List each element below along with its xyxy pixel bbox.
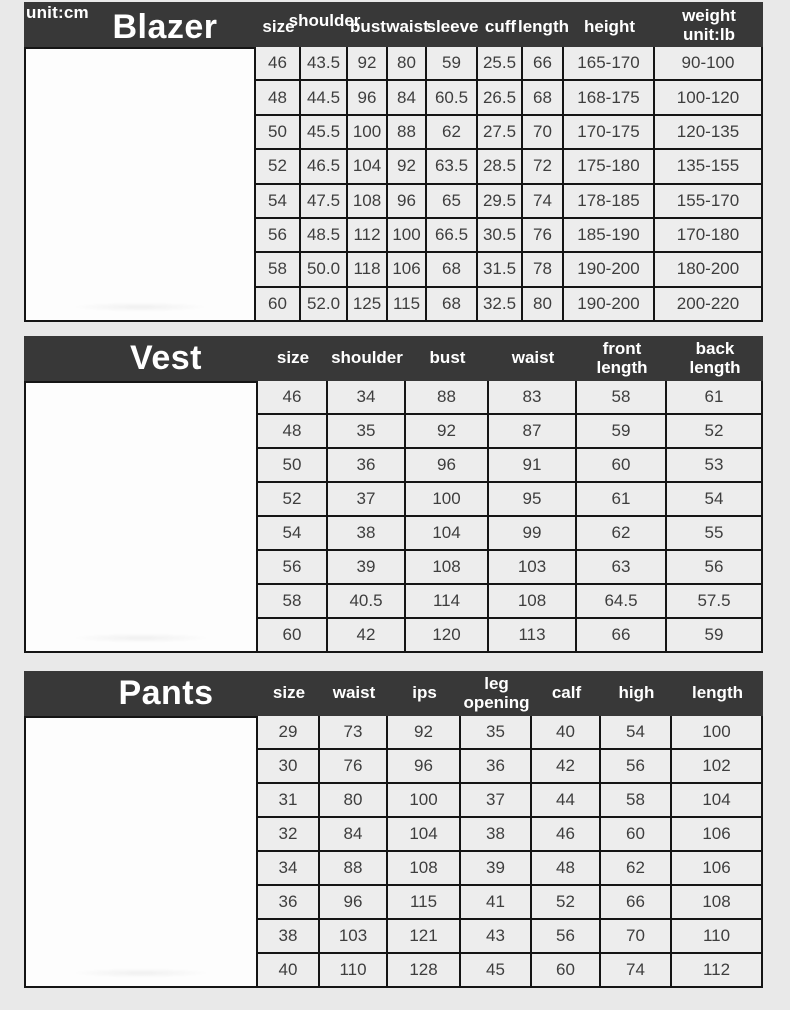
blazer-data-grid [256,47,763,322]
table-cell: 60 [532,954,601,988]
table-cell: 25.5 [478,47,523,81]
table-cell: 60.5 [427,81,478,115]
blazer-col-header-weight-line2: unit:lb [683,24,735,44]
pants-col-header-ips: ips [412,683,437,703]
table-cell: 43.5 [301,47,348,81]
unit-note: unit:cm [26,3,89,22]
table-cell: 56 [601,750,672,784]
size-chart-page [0,2,790,1010]
table-cell: 66 [601,886,672,920]
table-cell: 113 [489,619,577,653]
table-cell: 96 [320,886,388,920]
table-cell: 108 [489,585,577,619]
table-cell: 37 [328,483,406,517]
table-cell: 104 [406,517,489,551]
table-cell: 31 [258,784,320,818]
blazer-table-body [24,47,763,322]
table-cell: 54 [667,483,763,517]
vest-col-header-back-length [667,336,763,381]
pants-col-header-high: high [618,683,655,703]
table-cell: 70 [601,920,672,954]
table-cell: 65 [427,185,478,219]
pants-col-header-leg-opening [461,671,532,716]
table-cell: 58 [601,784,672,818]
table-cell: 190-200 [564,253,655,287]
table-cell: 108 [672,886,763,920]
table-cell: 78 [523,253,564,287]
pants-col-header-waist: waist [332,683,376,703]
table-cell: 39 [328,551,406,585]
table-cell: 42 [532,750,601,784]
vest-column-headers [258,336,763,381]
vest-title-area [24,336,258,381]
table-cell: 36 [461,750,532,784]
table-cell: 88 [406,381,489,415]
table-cell: 96 [348,81,388,115]
table-cell: 102 [672,750,763,784]
table-cell: 40.5 [328,585,406,619]
table-cell: 27.5 [478,116,523,150]
blazer-header-bar [24,2,763,47]
pants-col-header-size: size [272,683,306,703]
pants-section [24,671,763,988]
pants-col-header-length: length [692,683,743,703]
vest-col-header-back-length-line1: back [695,339,735,359]
table-cell: 60 [258,619,328,653]
table-cell: 155-170 [655,185,763,219]
table-cell: 112 [348,219,388,253]
table-cell: 165-170 [564,47,655,81]
table-cell: 200-220 [655,288,763,322]
table-cell: 100 [388,784,461,818]
table-cell: 74 [601,954,672,988]
table-cell: 52 [258,483,328,517]
table-cell: 59 [427,47,478,81]
table-cell: 74 [523,185,564,219]
table-cell: 54 [601,716,672,750]
blazer-col-header-shoulder: shoulder [288,11,361,31]
table-cell: 35 [328,415,406,449]
blazer-col-header-weight-line1: weight [682,6,736,26]
vest-col-header-shoulder: shoulder [331,348,403,368]
table-cell: 66 [577,619,667,653]
table-cell: 40 [532,716,601,750]
table-cell: 32 [258,818,320,852]
table-cell: 36 [258,886,320,920]
table-cell: 38 [258,920,320,954]
table-cell: 46 [258,381,328,415]
table-cell: 112 [672,954,763,988]
blazer-col-header-length: length [518,17,569,37]
table-cell: 47.5 [301,185,348,219]
table-cell: 48 [532,852,601,886]
table-cell: 55 [667,517,763,551]
table-cell: 118 [348,253,388,287]
table-cell: 59 [577,415,667,449]
table-cell: 56 [256,219,301,253]
table-cell: 72 [523,150,564,184]
blazer-section [24,2,763,322]
table-cell: 58 [258,585,328,619]
table-cell: 52 [667,415,763,449]
table-cell: 64.5 [577,585,667,619]
table-cell: 88 [320,852,388,886]
table-cell: 62 [427,116,478,150]
table-cell: 50 [256,116,301,150]
table-cell: 35 [461,716,532,750]
blazer-col-header-cuff: cuff [484,17,517,37]
table-cell: 135-155 [655,150,763,184]
table-cell: 44.5 [301,81,348,115]
table-cell: 99 [489,517,577,551]
blazer-col-header-weight [655,2,763,47]
pants-table-body [24,716,763,988]
pants-col-header-leg-opening-line2: opening [463,692,530,712]
table-cell: 68 [427,253,478,287]
table-cell: 52.0 [301,288,348,322]
table-cell: 39 [461,852,532,886]
table-cell: 108 [406,551,489,585]
table-cell: 84 [388,81,427,115]
table-cell: 125 [348,288,388,322]
table-cell: 88 [388,116,427,150]
table-cell: 48 [256,81,301,115]
pants-data-grid [258,716,763,988]
table-cell: 170-175 [564,116,655,150]
vest-title: Vest [130,339,202,377]
table-cell: 37 [461,784,532,818]
pants-header-bar [24,671,763,716]
table-cell: 70 [523,116,564,150]
table-cell: 106 [388,253,427,287]
pants-product-image [24,716,258,988]
table-cell: 76 [320,750,388,784]
table-cell: 38 [328,517,406,551]
table-cell: 34 [328,381,406,415]
table-cell: 50.0 [301,253,348,287]
table-cell: 91 [489,449,577,483]
table-cell: 175-180 [564,150,655,184]
table-cell: 96 [388,750,461,784]
table-cell: 32.5 [478,288,523,322]
table-cell: 68 [523,81,564,115]
table-cell: 96 [406,449,489,483]
table-cell: 61 [667,381,763,415]
table-cell: 36 [328,449,406,483]
table-cell: 62 [577,517,667,551]
table-cell: 38 [461,818,532,852]
table-cell: 54 [258,517,328,551]
vest-col-header-front-length [577,336,667,381]
table-cell: 100 [406,483,489,517]
blazer-col-header-height: height [584,17,635,37]
table-cell: 95 [489,483,577,517]
pants-column-headers [258,671,763,716]
table-cell: 58 [577,381,667,415]
table-cell: 54 [256,185,301,219]
table-cell: 66 [523,47,564,81]
table-cell: 61 [577,483,667,517]
blazer-product-image [24,47,256,322]
table-cell: 120 [406,619,489,653]
table-cell: 63 [577,551,667,585]
table-cell: 60 [256,288,301,322]
table-cell: 46.5 [301,150,348,184]
table-cell: 120-135 [655,116,763,150]
table-cell: 26.5 [478,81,523,115]
pants-col-header-calf: calf [551,683,582,703]
blazer-col-header-sleeve: sleeve [426,17,479,37]
table-cell: 31.5 [478,253,523,287]
table-cell: 100 [672,716,763,750]
vest-col-header-size: size [276,348,310,368]
table-cell: 104 [348,150,388,184]
table-cell: 68 [427,288,478,322]
table-cell: 60 [601,818,672,852]
table-cell: 56 [667,551,763,585]
table-cell: 100 [348,116,388,150]
table-cell: 90-100 [655,47,763,81]
vest-table-body [24,381,763,653]
table-cell: 92 [348,47,388,81]
table-cell: 104 [672,784,763,818]
table-cell: 40 [258,954,320,988]
table-cell: 121 [388,920,461,954]
vest-product-image [24,381,258,653]
table-cell: 106 [672,818,763,852]
table-cell: 63.5 [427,150,478,184]
table-cell: 110 [320,954,388,988]
table-cell: 52 [532,886,601,920]
pants-title-area [24,671,258,716]
table-cell: 178-185 [564,185,655,219]
table-cell: 29.5 [478,185,523,219]
table-cell: 80 [388,47,427,81]
table-cell: 52 [256,150,301,184]
table-cell: 92 [406,415,489,449]
table-cell: 29 [258,716,320,750]
table-cell: 115 [388,886,461,920]
table-cell: 100-120 [655,81,763,115]
table-cell: 34 [258,852,320,886]
table-cell: 80 [320,784,388,818]
pants-col-header-leg-opening-line1: leg [484,674,509,694]
vest-col-header-front-length-line1: front [602,339,642,359]
table-cell: 108 [388,852,461,886]
table-cell: 168-175 [564,81,655,115]
table-cell: 48.5 [301,219,348,253]
table-cell: 103 [489,551,577,585]
table-cell: 128 [388,954,461,988]
table-cell: 58 [256,253,301,287]
table-cell: 114 [406,585,489,619]
table-cell: 46 [256,47,301,81]
table-cell: 45 [461,954,532,988]
table-cell: 46 [532,818,601,852]
blazer-title: Blazer [112,7,218,46]
table-cell: 53 [667,449,763,483]
vest-col-header-waist: waist [511,348,555,368]
table-cell: 103 [320,920,388,954]
table-cell: 62 [601,852,672,886]
table-cell: 30 [258,750,320,784]
table-cell: 57.5 [667,585,763,619]
table-cell: 56 [532,920,601,954]
table-cell: 185-190 [564,219,655,253]
table-cell: 92 [388,150,427,184]
table-cell: 104 [388,818,461,852]
table-cell: 180-200 [655,253,763,287]
table-cell: 48 [258,415,328,449]
table-cell: 76 [523,219,564,253]
vest-col-header-back-length-line2: length [689,357,741,377]
table-cell: 50 [258,449,328,483]
table-cell: 73 [320,716,388,750]
table-cell: 66.5 [427,219,478,253]
table-cell: 84 [320,818,388,852]
table-cell: 96 [388,185,427,219]
table-cell: 28.5 [478,150,523,184]
table-cell: 110 [672,920,763,954]
vest-col-header-bust: bust [429,348,466,368]
table-cell: 56 [258,551,328,585]
table-cell: 41 [461,886,532,920]
table-cell: 190-200 [564,288,655,322]
table-cell: 87 [489,415,577,449]
table-cell: 43 [461,920,532,954]
table-cell: 106 [672,852,763,886]
table-cell: 45.5 [301,116,348,150]
blazer-col-header-size: size [262,17,295,37]
blazer-column-headers [256,2,763,47]
table-cell: 108 [348,185,388,219]
table-cell: 80 [523,288,564,322]
table-cell: 30.5 [478,219,523,253]
table-cell: 42 [328,619,406,653]
table-cell: 59 [667,619,763,653]
vest-section [24,336,763,653]
table-cell: 170-180 [655,219,763,253]
pants-title: Pants [118,674,214,712]
blazer-col-header-bust: bust [350,17,386,37]
vest-data-grid [258,381,763,653]
table-cell: 44 [532,784,601,818]
table-cell: 83 [489,381,577,415]
blazer-col-header-waist: waist [386,17,429,37]
table-cell: 92 [388,716,461,750]
table-cell: 115 [388,288,427,322]
vest-col-header-front-length-line2: length [596,357,648,377]
vest-header-bar [24,336,763,381]
table-cell: 100 [388,219,427,253]
table-cell: 60 [577,449,667,483]
